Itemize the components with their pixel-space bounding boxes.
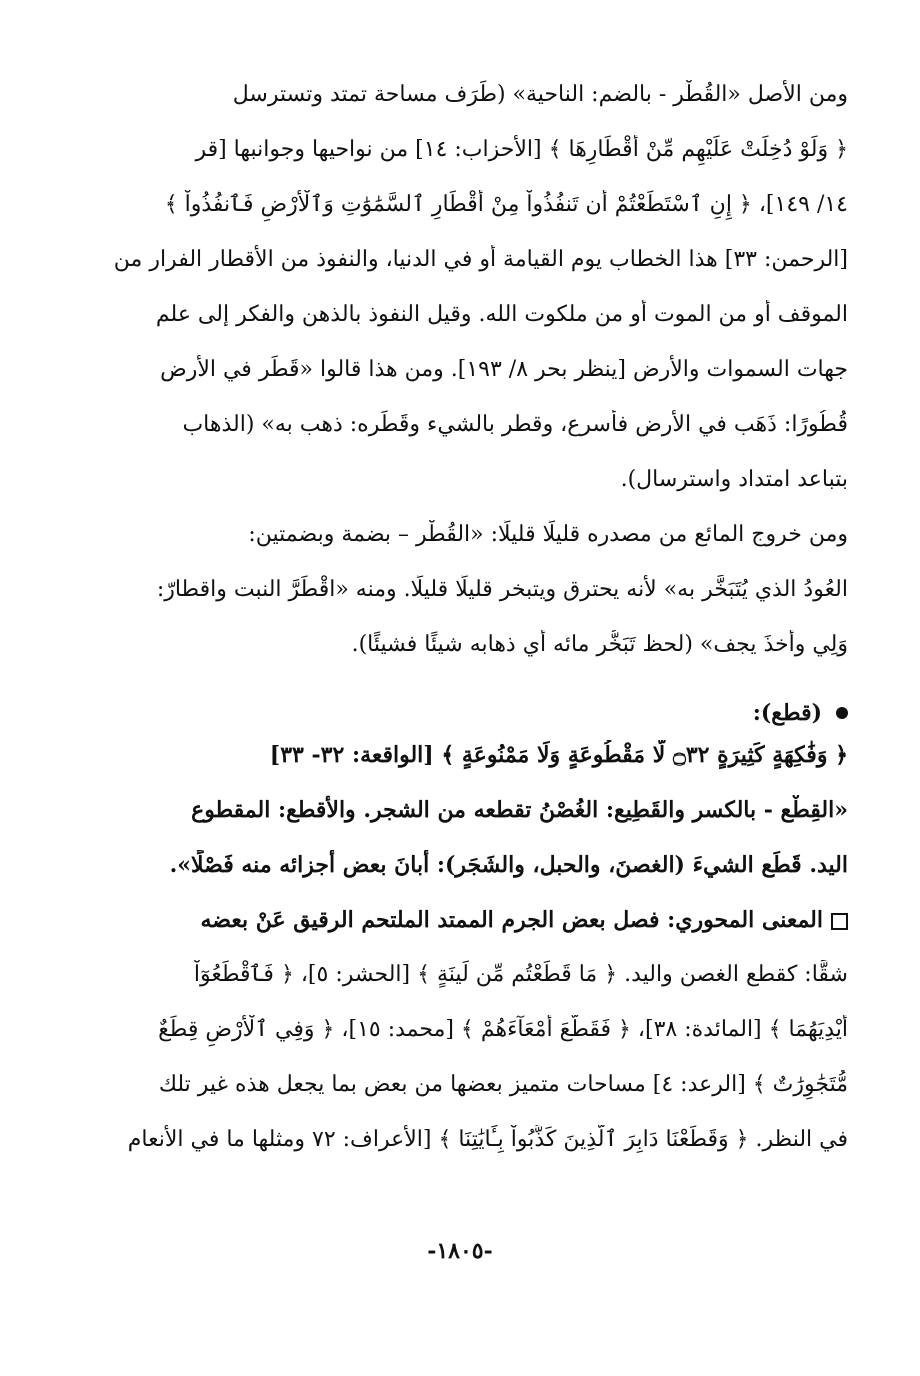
text-line: وَلِي وأخذَ يجف» (لحظ تَبَخُّر مائه أي ذهابه شيئًا فشيئًا). [351,632,848,657]
text-line: مُّتَجَٰوِرَٰتٌ ﴾ [الرعد: ٤] مساحات متميز بعضها من بعض بما يجعل هذه غير تلك [158,1072,848,1097]
square-marker-icon [831,913,848,930]
definition-paragraph [78,795,848,905]
text-line: اليد. قَطَع الشيءَ (الغصنَ، والحبل، والشَجَر): أبانَ بعض أجزائه منه فَصْلًا». [169,852,848,878]
text-line: شقًّا: كقطع الغصن واليد. ﴿ مَا قَطَعْتُم مِّن لِّينَةٍ ﴾ [الحشر: ٥]، ﴿ فَٱقْطَعُوٓاْ [193,962,848,987]
core-meaning-line [78,905,848,960]
text-line: ومن خروج المائع من مصدره قليلًا قليلًا: «القُطْر – بضمة وبضمتين: [248,522,848,547]
text-line: ﴿ وَلَوْ دُخِلَتْ عَلَيْهِم مِّنْ أَقْطَارِهَا ﴾ [الأحزاب: ١٤] من نواحيها وجوانبها [قر [195,137,848,162]
text-line: في النظر. ﴿ وَقَطَعْنَا دَابِرَ ٱلَّذِينَ كَذَّبُواْ بِـَٔايَٰتِنَا ﴾ [الأعراف: ٧٢ ومثلها ما في الأنعام [127,1127,848,1152]
text-line: أَيْدِيَهُمَا ﴾ [المائدة: ٣٨]، ﴿ فَقَطَّعَ أَمْعَآءَهُمْ ﴾ [محمد: ١٥]، ﴿ وَفِي ٱلْأَرْضِ قِطَعٌ [158,1017,848,1042]
text-line: «القِطْع - بالكسر والقَطِيع: الغُصْنُ تقطعه من الشجر. والأقطع: المقطوع [191,797,848,823]
quran-verse: ﴿ وَفَٰكِهَةٍ كَثِيرَةٍ ۝٣٢ لَّا مَقْطُوعَةٍ وَلَا مَمْنُوعَةٍ ﴾ [الواقعة: ٣٢- ٣٣] [269,742,848,768]
section-heading-text: (قطع): [752,699,822,726]
text-line: الموقف أو من الموت أو من ملكوت الله. وقيل النفوذ بالذهن والفكر إلى علم [155,302,848,327]
text-line: قُطُورًا: ذَهَب في الأرض فأسرع، وقطر بالشيء وقَطَره: ذهب به» (الذهاب [182,412,848,437]
core-meaning-text: المعنى المحوري: فصل بعض الجرم الممتد الملتحم الرقيق عَنْ بعضه [200,907,823,933]
core-meaning-paragraph [78,905,848,1180]
page-number: -١٨٠٥- [427,1238,493,1264]
text-line: بتباعد امتداد واسترسال). [620,467,848,492]
text-line: ومن الأصل «القُطْر - بالضم: الناحية» (طَرَف مساحة تمتد وتسترسل [232,82,848,107]
text-line: [الرحمن: ٣٣] هذا الخطاب يوم القيامة أو في الدنيا، والنفوذ من الأقطار الفرار من [113,247,848,272]
paragraph-qutr-region [78,80,848,520]
text-line: العُودُ الذي يُتَبَخَّر به» لأنه يحترق ويتبخر قليلًا قليلًا. ومنه «اقْطَرَّ النبت واقطارّ: [156,577,848,602]
paragraph-qutr-liquid [78,520,848,685]
section-heading [78,685,848,740]
text-line: ١٤/ ١٤٩]، ﴿ إِنِ ٱسْتَطَعْتُمْ أَن تَنفُذُواْ مِنْ أَقْطَارِ ٱلسَّمَٰوَٰتِ وَٱلْأَرْضِ فَٱنفُذُواْ ﴾ [164,192,848,217]
page-body [78,80,848,1180]
text-line: جهات السموات والأرض [ينظر بحر ٨/ ١٩٣]. ومن هذا قالوا «قَطَر في الأرض [160,357,848,382]
bullet-icon [836,707,848,719]
